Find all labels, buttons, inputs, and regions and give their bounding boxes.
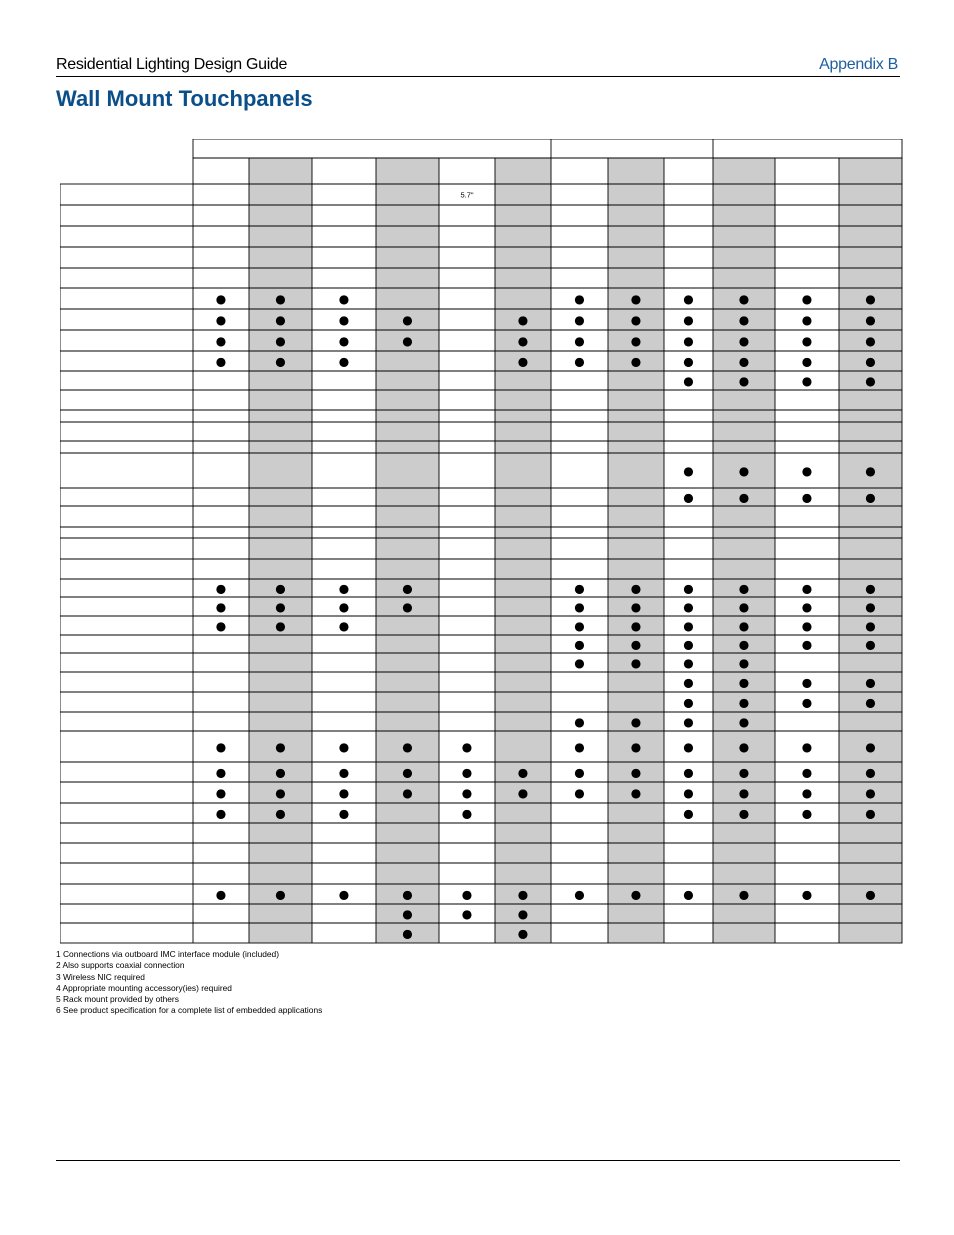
feature-bullet: ●	[801, 887, 813, 902]
feature-bullet: ●	[630, 354, 642, 369]
feature-bullet: ●	[275, 740, 286, 754]
feature-bullet: ●	[275, 600, 286, 614]
shaded-column-6	[495, 158, 551, 943]
feature-bullet: ●	[738, 292, 750, 306]
feature-bullet: ●	[574, 334, 585, 348]
footnotes	[56, 949, 322, 1017]
footnote-3: 3 Wireless NIC required	[56, 971, 145, 982]
feature-bullet: ●	[865, 619, 876, 633]
feature-bullet: ●	[801, 675, 813, 690]
feature-bullet: ●	[683, 354, 694, 369]
feature-bullet: ●	[215, 600, 227, 614]
feature-bullet: ●	[275, 765, 286, 780]
feature-bullet: ●	[865, 354, 876, 369]
feature-bullet: ●	[683, 656, 694, 670]
feature-bullet: ●	[517, 765, 529, 780]
feature-matrix-table	[60, 139, 903, 944]
appendix-label: Appendix B	[819, 56, 898, 73]
feature-bullet: ●	[738, 765, 750, 780]
body-outline	[60, 184, 902, 943]
footnote-2: 2 Also supports coaxial connection	[56, 960, 185, 971]
feature-bullet: ●	[461, 786, 473, 800]
feature-bullet: ●	[683, 887, 694, 902]
feature-bullet: ●	[865, 695, 876, 710]
feature-bullet: ●	[630, 334, 642, 348]
shaded-column-10	[713, 158, 775, 943]
feature-bullet: ●	[574, 765, 585, 780]
footnote-5: 5 Rack mount provided by others	[56, 994, 179, 1005]
feature-bullet: ●	[683, 786, 694, 800]
page-title: Wall Mount Touchpanels	[56, 86, 313, 111]
feature-bullet: ●	[865, 637, 876, 652]
feature-bullet: ●	[683, 675, 694, 690]
feature-bullet: ●	[338, 806, 350, 821]
feature-bullet: ●	[215, 354, 227, 369]
feature-bullet: ●	[630, 581, 642, 596]
footer-divider	[56, 1160, 900, 1161]
feature-bullet: ●	[630, 619, 642, 633]
feature-bullet: ●	[275, 292, 286, 306]
feature-bullet: ●	[801, 695, 813, 710]
feature-bullet: ●	[801, 600, 813, 614]
feature-bullet: ●	[574, 292, 585, 306]
feature-bullet: ●	[461, 907, 473, 921]
feature-bullet: ●	[574, 637, 585, 652]
feature-bullet: ●	[574, 656, 585, 670]
feature-bullet: ●	[517, 907, 529, 921]
feature-bullet: ●	[402, 600, 413, 614]
feature-bullet: ●	[402, 786, 413, 800]
feature-bullet: ●	[801, 765, 813, 780]
feature-bullet: ●	[338, 292, 350, 306]
feature-bullet: ●	[338, 334, 350, 348]
feature-bullet: ●	[517, 354, 529, 369]
feature-bullet: ●	[865, 292, 876, 306]
feature-bullet: ●	[801, 581, 813, 596]
feature-bullet: ●	[461, 740, 473, 754]
feature-bullet: ●	[215, 765, 227, 780]
feature-bullet: ●	[865, 374, 876, 388]
feature-bullet: ●	[683, 715, 694, 729]
feature-bullet: ●	[630, 740, 642, 754]
feature-bullet: ●	[461, 887, 473, 902]
feature-bullet: ●	[801, 490, 813, 505]
feature-bullet: ●	[630, 637, 642, 652]
feature-bullet: ●	[338, 313, 350, 327]
feature-bullet: ●	[738, 464, 750, 478]
feature-bullet: ●	[801, 292, 813, 306]
feature-bullet: ●	[338, 786, 350, 800]
footnote-1: 1 Connections via outboard IMC interface module (included)	[56, 949, 279, 959]
feature-bullet: ●	[402, 334, 413, 348]
feature-bullet: ●	[338, 765, 350, 780]
feature-bullet: ●	[630, 887, 642, 902]
feature-bullet: ●	[275, 806, 286, 821]
feature-bullet: ●	[801, 334, 813, 348]
feature-bullet: ●	[275, 887, 286, 902]
feature-bullet: ●	[517, 313, 529, 327]
feature-bullet: ●	[517, 334, 529, 348]
feature-bullet: ●	[461, 806, 473, 821]
feature-bullet: ●	[517, 887, 529, 902]
feature-bullet: ●	[215, 806, 227, 821]
feature-bullet: ●	[630, 656, 642, 670]
feature-bullet: ●	[801, 313, 813, 327]
feature-bullet: ●	[683, 600, 694, 614]
shaded-column-2	[249, 158, 312, 943]
feature-bullet: ●	[630, 715, 642, 729]
feature-bullet: ●	[738, 313, 750, 327]
feature-bullet: ●	[801, 354, 813, 369]
feature-matrix-svg	[60, 139, 903, 944]
feature-bullet: ●	[801, 740, 813, 754]
feature-bullet: ●	[574, 715, 585, 729]
feature-bullet: ●	[738, 581, 750, 596]
feature-bullet: ●	[865, 581, 876, 596]
feature-bullet: ●	[275, 581, 286, 596]
feature-bullet: ●	[738, 695, 750, 710]
feature-bullet: ●	[402, 765, 413, 780]
feature-bullet: ●	[865, 490, 876, 505]
feature-bullet: ●	[865, 313, 876, 327]
feature-bullet: ●	[801, 637, 813, 652]
feature-bullet: ●	[517, 786, 529, 800]
feature-bullet: ●	[275, 786, 286, 800]
group-header-row	[193, 139, 902, 158]
feature-bullet: ●	[738, 334, 750, 348]
feature-bullet: ●	[338, 354, 350, 369]
feature-bullet: ●	[338, 600, 350, 614]
feature-bullet: ●	[865, 786, 876, 800]
feature-bullet: ●	[738, 600, 750, 614]
feature-bullet: ●	[865, 887, 876, 902]
feature-bullet: ●	[801, 786, 813, 800]
feature-bullet: ●	[683, 374, 694, 388]
feature-bullet: ●	[801, 464, 813, 478]
feature-bullet: ●	[865, 600, 876, 614]
feature-bullet: ●	[683, 765, 694, 780]
feature-bullet: ●	[215, 619, 227, 633]
shaded-column-4	[376, 158, 439, 943]
feature-bullet: ●	[630, 765, 642, 780]
feature-bullet: ●	[630, 600, 642, 614]
feature-bullet: ●	[865, 740, 876, 754]
feature-bullet: ●	[517, 926, 529, 941]
feature-bullet: ●	[801, 374, 813, 388]
screen-size-note: 5.7"	[460, 190, 474, 200]
feature-bullet: ●	[630, 292, 642, 306]
feature-bullet: ●	[683, 292, 694, 306]
feature-bullet: ●	[738, 354, 750, 369]
feature-bullet: ●	[338, 740, 350, 754]
feature-bullet: ●	[683, 464, 694, 478]
feature-bullet: ●	[738, 806, 750, 821]
feature-bullet: ●	[801, 619, 813, 633]
feature-bullet: ●	[215, 334, 227, 348]
feature-bullet: ●	[402, 581, 413, 596]
feature-bullet: ●	[275, 313, 286, 327]
feature-bullet: ●	[630, 786, 642, 800]
feature-bullet: ●	[275, 354, 286, 369]
feature-bullet: ●	[738, 490, 750, 505]
feature-bullet: ●	[215, 581, 227, 596]
feature-bullet: ●	[402, 907, 413, 921]
feature-bullet: ●	[738, 675, 750, 690]
feature-bullet: ●	[215, 313, 227, 327]
header-divider	[56, 76, 900, 77]
feature-bullet: ●	[574, 786, 585, 800]
footnote-6: 6 See product specification for a complete list of embedded applications	[56, 1005, 323, 1016]
feature-bullet: ●	[683, 637, 694, 652]
shaded-column-8	[608, 158, 664, 943]
document-header-title: Residential Lighting Design Guide	[56, 56, 288, 73]
feature-bullet: ●	[865, 464, 876, 478]
feature-bullet: ●	[683, 490, 694, 505]
feature-bullet: ●	[574, 354, 585, 369]
feature-bullet: ●	[683, 740, 694, 754]
feature-bullet: ●	[738, 715, 750, 729]
feature-bullet: ●	[402, 313, 413, 327]
feature-bullet: ●	[402, 740, 413, 754]
feature-bullet: ●	[630, 313, 642, 327]
feature-bullet: ●	[738, 740, 750, 754]
feature-bullet: ●	[683, 581, 694, 596]
feature-bullet: ●	[683, 806, 694, 821]
feature-bullet: ●	[215, 292, 227, 306]
feature-bullet: ●	[738, 619, 750, 633]
feature-bullet: ●	[461, 765, 473, 780]
feature-bullet: ●	[801, 806, 813, 821]
feature-bullet: ●	[338, 887, 350, 902]
footnote-4: 4 Appropriate mounting accessory(ies) required	[56, 982, 232, 993]
feature-bullet: ●	[574, 740, 585, 754]
feature-bullet: ●	[683, 695, 694, 710]
feature-bullet: ●	[215, 786, 227, 800]
feature-bullet: ●	[338, 581, 350, 596]
feature-bullet: ●	[215, 887, 227, 902]
feature-bullet: ●	[275, 619, 286, 633]
feature-bullet: ●	[738, 374, 750, 388]
feature-bullet: ●	[865, 334, 876, 348]
feature-bullet: ●	[215, 740, 227, 754]
feature-bullet: ●	[865, 675, 876, 690]
shaded-column-12	[839, 158, 902, 943]
feature-bullet: ●	[738, 887, 750, 902]
feature-bullet: ●	[338, 619, 350, 633]
feature-bullet: ●	[683, 313, 694, 327]
feature-bullet: ●	[402, 887, 413, 902]
feature-bullet: ●	[574, 313, 585, 327]
feature-bullet: ●	[738, 656, 750, 670]
feature-bullet: ●	[683, 619, 694, 633]
feature-bullet: ●	[574, 581, 585, 596]
feature-bullet: ●	[738, 637, 750, 652]
feature-bullet: ●	[738, 786, 750, 800]
feature-bullet: ●	[683, 334, 694, 348]
feature-bullet: ●	[574, 619, 585, 633]
feature-bullet: ●	[865, 806, 876, 821]
feature-bullet: ●	[574, 887, 585, 902]
feature-bullet: ●	[865, 765, 876, 780]
feature-bullet: ●	[402, 926, 413, 941]
feature-bullet: ●	[574, 600, 585, 614]
feature-bullet: ●	[275, 334, 286, 348]
